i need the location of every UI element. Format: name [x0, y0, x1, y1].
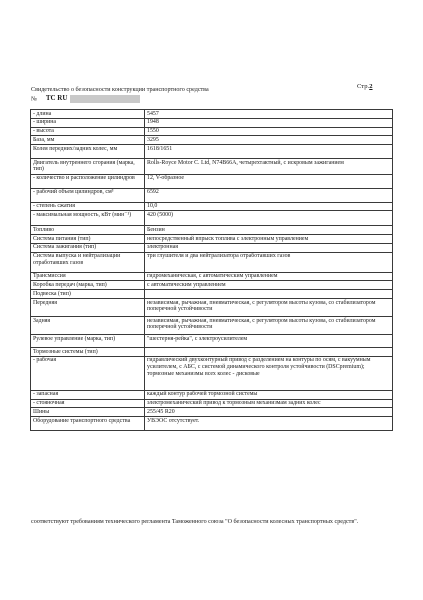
row-label: Шины [31, 408, 145, 417]
row-label: Система зажигания (тип) [31, 243, 145, 252]
table-row [31, 202, 393, 211]
row-label: - запасная [31, 390, 145, 399]
table-row [31, 334, 393, 347]
table-row [31, 118, 393, 127]
row-label: - максимальная мощность, кВт (мин⁻¹) [31, 211, 145, 226]
table-row [31, 272, 393, 281]
table-row [31, 235, 393, 244]
row-value: Rolls-Royce Motor C. Ltd, N74B66A, четырехтактный, с искровым зажиганием [145, 159, 393, 174]
row-label: Двигатель внутреннего сгорания (марка, тип) [31, 159, 145, 174]
table-row [31, 211, 393, 226]
table-row [31, 316, 393, 334]
table-row [31, 399, 393, 408]
certificate-number: ТС RU [45, 94, 68, 102]
row-value: 420 (5000) [145, 211, 393, 226]
page-number: 2 [369, 83, 373, 90]
row-value: электромеханический привод к тормозным механизмам задних колес [145, 399, 393, 408]
table-row [31, 174, 393, 188]
table-row [31, 127, 393, 136]
row-value: 12, V-образное [145, 174, 393, 188]
row-label: - степень сжатия [31, 202, 145, 211]
row-label: - стояночная [31, 399, 145, 408]
compliance-statement: соответствуют требованиям технического регламента Таможенного союза "О безопасности колесных транспортных средств". [31, 519, 359, 525]
row-label: - высота [31, 127, 145, 136]
row-value: 5457 [145, 110, 393, 119]
row-value: 1618/1651 [145, 145, 393, 159]
row-value: 6592 [145, 188, 393, 202]
table-row [31, 145, 393, 159]
row-label: База, мм [31, 136, 145, 145]
table-row [31, 188, 393, 202]
row-label: - длина [31, 110, 145, 119]
row-label: Трансмиссия [31, 272, 145, 281]
row-label: Задняя [31, 316, 145, 334]
table-row [31, 281, 393, 290]
row-label: Передняя [31, 298, 145, 316]
table-row [31, 226, 393, 235]
row-label: Топливо [31, 226, 145, 235]
row-value: электронная [145, 243, 393, 252]
certificate-header [31, 87, 231, 104]
row-value: с автоматическим управлением [145, 281, 393, 290]
row-value: непосредственный впрыск топлива с электронным управлением [145, 235, 393, 244]
row-value: 3295 [145, 136, 393, 145]
table-row [31, 347, 393, 356]
row-value [145, 347, 393, 356]
row-label: Рулевое управление (марка, тип) [31, 334, 145, 347]
table-row [31, 390, 393, 399]
row-label: Подвеска (тип) [31, 290, 145, 299]
row-value: гидромеханическая, с автоматическим управлением [145, 272, 393, 281]
table-row [31, 110, 393, 119]
row-value: 1550 [145, 127, 393, 136]
row-label: - ширина [31, 118, 145, 127]
certificate-title: Свидетельство о безопасности конструкции транспортного средства № [31, 87, 209, 102]
row-value: 255/45 R20 [145, 408, 393, 417]
row-value: 1948 [145, 118, 393, 127]
table-row [31, 356, 393, 390]
table-row [31, 252, 393, 272]
table-row [31, 417, 393, 431]
row-label: Система питания (тип) [31, 235, 145, 244]
row-label: - рабочий объем цилиндров, см³ [31, 188, 145, 202]
table-row [31, 136, 393, 145]
row-value [145, 290, 393, 299]
page-indicator [357, 83, 373, 90]
row-value: Бензин [145, 226, 393, 235]
row-value: 10,0 [145, 202, 393, 211]
table-row [31, 159, 393, 174]
table-row [31, 290, 393, 299]
page-label: Стр. [357, 83, 370, 90]
row-value: независимая, рычажная, пневматическая, с регулятором высоты кузова, со стабилизатором поперечной устойчивости [145, 298, 393, 316]
row-label: Коробка передач (марка, тип) [31, 281, 145, 290]
table-row [31, 408, 393, 417]
row-label: - количество и расположение цилиндров [31, 174, 145, 188]
row-label: - рабочая [31, 356, 145, 390]
row-label: Система выпуска и нейтрализации отработавших газов [31, 252, 145, 272]
row-label: Тормозные системы (тип) [31, 347, 145, 356]
row-label: Колея передних/задних колес, мм [31, 145, 145, 159]
row-value: УВЭОС отсутствует. [145, 417, 393, 431]
row-value: каждый контур рабочей тормозной системы [145, 390, 393, 399]
table-row [31, 243, 393, 252]
redacted-number [70, 95, 140, 103]
row-value: независимая, рычажная, пневматическая, с регулятором высоты кузова, со стабилизатором поперечной устойчивости [145, 316, 393, 334]
row-label: Оборудование транспортного средства [31, 417, 145, 431]
spec-table [30, 109, 393, 431]
table-row [31, 298, 393, 316]
row-value: "шестерня-рейка", с электроусилителем [145, 334, 393, 347]
row-value: гидравлический двухконтурный привод с разделением на контуры по осям, с вакуумным усилителем, с АБС, с системой динамического контроля устойчивости (DSCpremium); тормозные механизмы всех колес - дисковые [145, 356, 393, 390]
row-value: три глушителя и два нейтрализатора отработавших газов [145, 252, 393, 272]
